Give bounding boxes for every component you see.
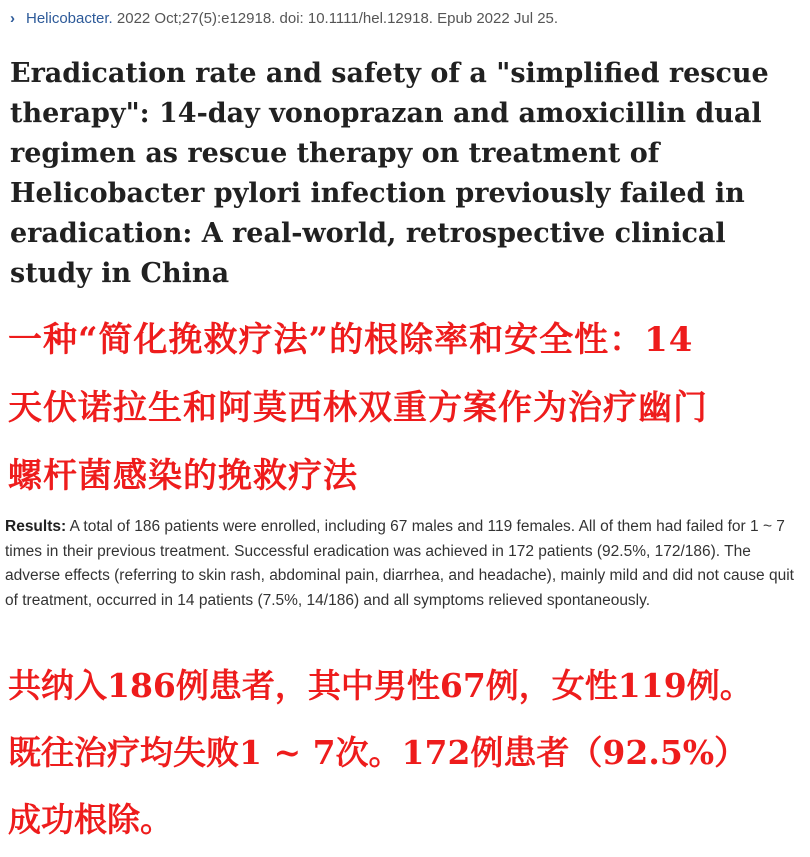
article-title: [10, 54, 790, 294]
chinese-results-line: 成功根除。: [8, 800, 173, 839]
chevron-right-icon[interactable]: ›: [10, 10, 15, 27]
results-text: A total of 186 patients were enrolled, including 67 males and 119 females. All of them had failed for 1 ~ 7 times in their previous treatment. Successful eradication was achieved in 172 patients (92.5%, 172/186). The adverse effects (referring to skin rash, abdominal pain, diarrhea, and headache), mainly mild and did not cause quit of treatment, occurred in 14 patients (7.5%, 14/186) and all symptoms relieved spontaneously.: [5, 518, 794, 609]
title-line: eradication: A real-world, retrospective clinical: [10, 218, 726, 249]
title-line: study in China: [10, 258, 230, 289]
journal-link[interactable]: Helicobacter.: [26, 10, 113, 27]
chinese-title-line: 一种“简化挽救疗法”的根除率和安全性：14: [8, 320, 694, 360]
chinese-results-line: 既往治疗均失败1 ~ 7次。172例患者（92.5%）: [8, 733, 748, 772]
chinese-title-line: 螺杆菌感染的挽救疗法: [8, 456, 358, 496]
citation-details: 2022 Oct;27(5):e12918. doi: 10.1111/hel.12918. Epub 2022 Jul 25.: [116, 10, 559, 27]
citation-line: [10, 10, 558, 27]
chinese-results-annotation: [8, 652, 753, 853]
chinese-title-line: 天伏诺拉生和阿莫西林双重方案作为治疗幽门: [8, 388, 708, 428]
title-line: regimen as rescue therapy on treatment of: [10, 138, 660, 169]
results-paragraph: [5, 515, 800, 613]
results-label: Results:: [5, 518, 67, 535]
title-line: Helicobacter pylori infection previously failed in: [10, 178, 745, 209]
title-line: Eradication rate and safety of a "simplified rescue: [10, 58, 769, 89]
title-line: therapy": 14-day vonoprazan and amoxicillin dual: [10, 98, 762, 129]
chinese-results-line: 共纳入186例患者，其中男性67例，女性119例。: [8, 666, 753, 705]
chinese-title-annotation: [8, 306, 708, 510]
